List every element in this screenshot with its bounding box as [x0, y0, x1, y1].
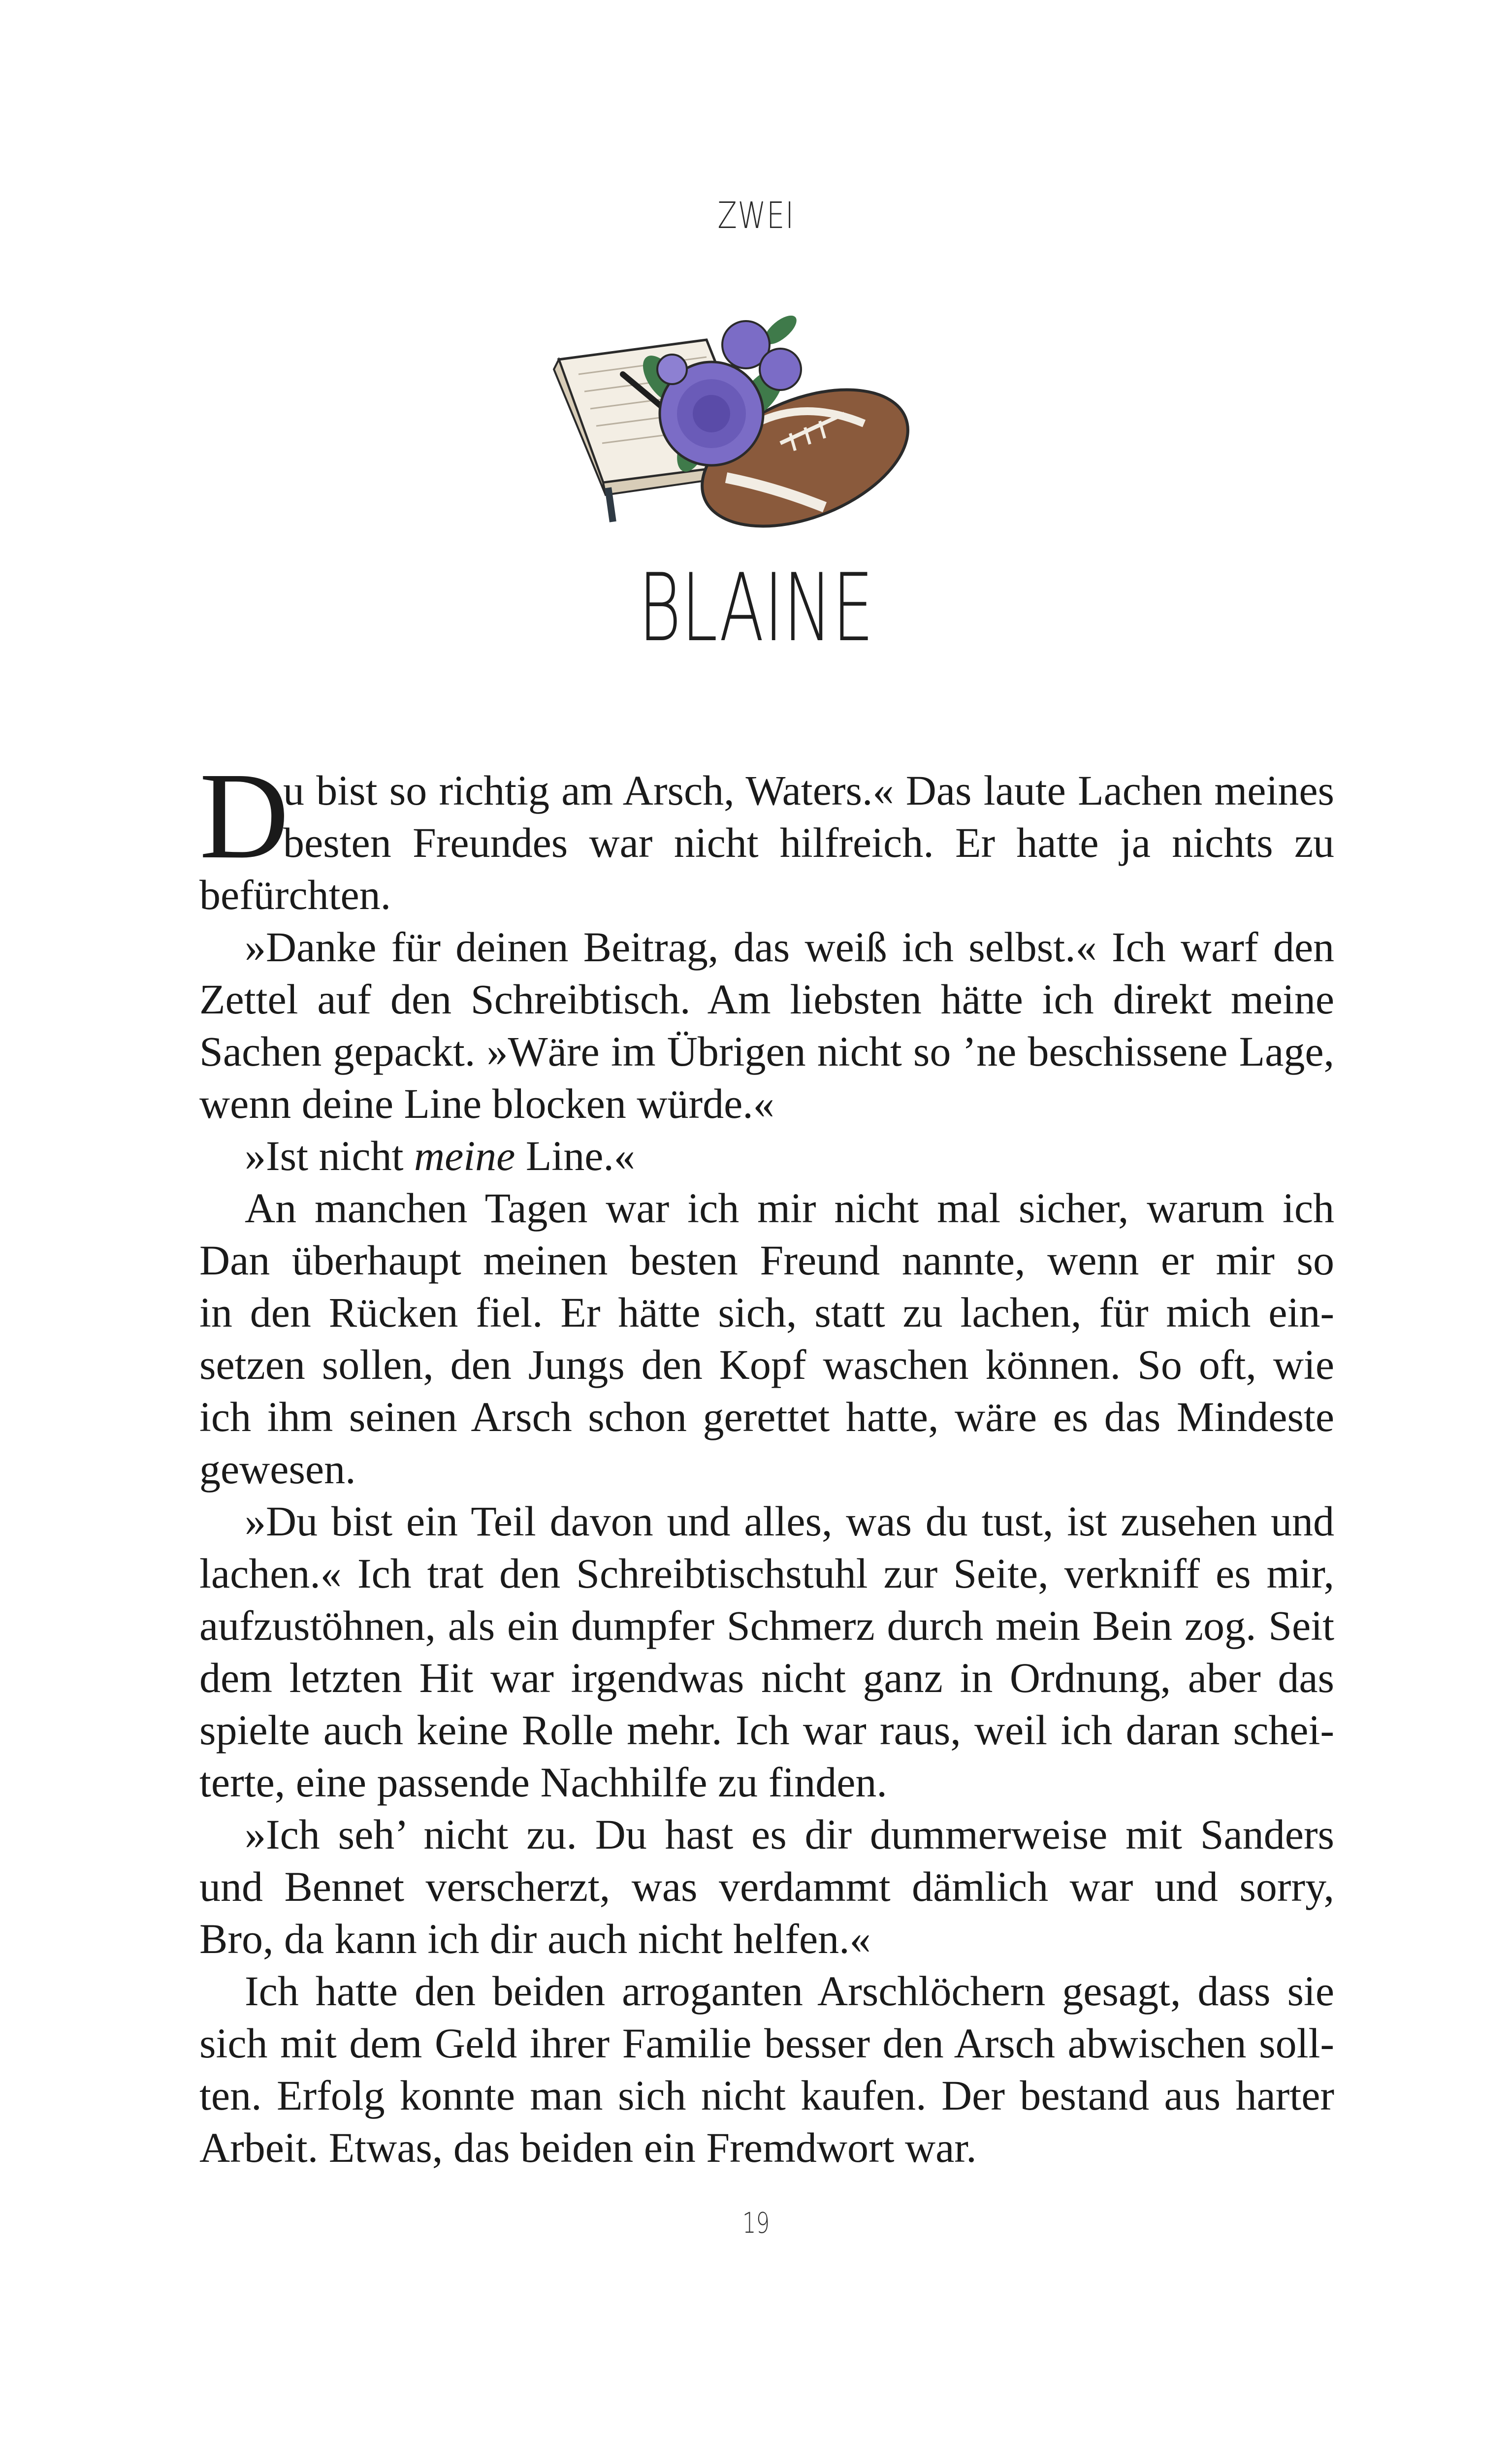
- text-line: besten Freundes war nicht hilfreich. Er hatte ja nichts zu: [283, 819, 1334, 866]
- text-line: ich ihm seinen Arsch schon gerettet hatte, wäre es das Mindeste: [199, 1393, 1334, 1440]
- text-line: in den Rücken fiel. Er hätte sich, statt zu lachen, für mich ein-: [199, 1289, 1334, 1336]
- chapter-body-text: [199, 764, 1334, 2174]
- text-line: sich mit dem Geld ihrer Familie besser den Arsch abwischen soll-: [199, 2020, 1334, 2067]
- text-line: Sachen gepackt. »Wäre im Übrigen nicht so ’ne beschissene Lage,: [199, 1028, 1334, 1075]
- text-line: Dan überhaupt meinen besten Freund nannte, wenn er mir so: [199, 1237, 1334, 1284]
- text-line: u bist so richtig am Arsch, Waters.« Das laute Lachen meines: [283, 767, 1334, 814]
- text-line: An manchen Tagen war ich mir nicht mal sicher, warum ich: [245, 1184, 1334, 1232]
- text-fragment: Line.«: [515, 1132, 635, 1179]
- text-line: dem letzten Hit war irgendwas nicht ganz in Ordnung, aber das: [199, 1654, 1334, 1701]
- text-line: lachen.« Ich trat den Schreibtischstuhl zur Seite, verkniff es mir,: [199, 1550, 1334, 1597]
- text-line: und Bennet verscherzt, was verdammt dämlich war und sorry,: [199, 1863, 1334, 1910]
- notebook-flowers-football-illustration: [549, 300, 913, 532]
- text-line: wenn deine Line blocken würde.«: [199, 1080, 774, 1127]
- text-line: Bro, da kann ich dir auch nicht helfen.«: [199, 1915, 871, 1962]
- text-line: ten. Erfolg konnte man sich nicht kaufen. Der bestand aus harter: [199, 2072, 1334, 2119]
- text-line: [199, 1130, 1334, 1182]
- text-line: aufzustöhnen, als ein dumpfer Schmerz durch mein Bein zog. Seit: [199, 1602, 1334, 1649]
- text-line: gewesen.: [199, 1445, 356, 1493]
- page-number: 19: [742, 2206, 770, 2240]
- text-line: Arbeit. Etwas, das beiden ein Fremdwort war.: [199, 2124, 977, 2171]
- text-line: spielte auch keine Rolle mehr. Ich war raus, weil ich daran schei-: [199, 1706, 1334, 1754]
- text-line: »Du bist ein Teil davon und alles, was du tust, ist zusehen und: [245, 1498, 1334, 1545]
- drop-cap: D: [199, 747, 289, 884]
- chapter-label: ZWEI: [717, 195, 795, 237]
- text-line: befürchten.: [199, 871, 391, 918]
- text-line: Zettel auf den Schreibtisch. Am liebsten hätte ich direkt meine: [199, 976, 1334, 1023]
- emphasized-word: meine: [414, 1132, 515, 1179]
- text-fragment: »Ist nicht: [245, 1132, 414, 1179]
- text-line: »Ich seh’ nicht zu. Du hast es dir dummerweise mit Sanders: [245, 1811, 1334, 1858]
- chapter-title: BLAINE: [638, 554, 874, 662]
- text-line: terte, eine passende Nachhilfe zu finden.: [199, 1759, 887, 1806]
- text-line: setzen sollen, den Jungs den Kopf waschen können. So oft, wie: [199, 1341, 1334, 1388]
- text-line: Ich hatte den beiden arroganten Arschlöchern gesagt, dass sie: [245, 1967, 1334, 2015]
- text-line: »Danke für deinen Beitrag, das weiß ich selbst.« Ich warf den: [245, 923, 1334, 971]
